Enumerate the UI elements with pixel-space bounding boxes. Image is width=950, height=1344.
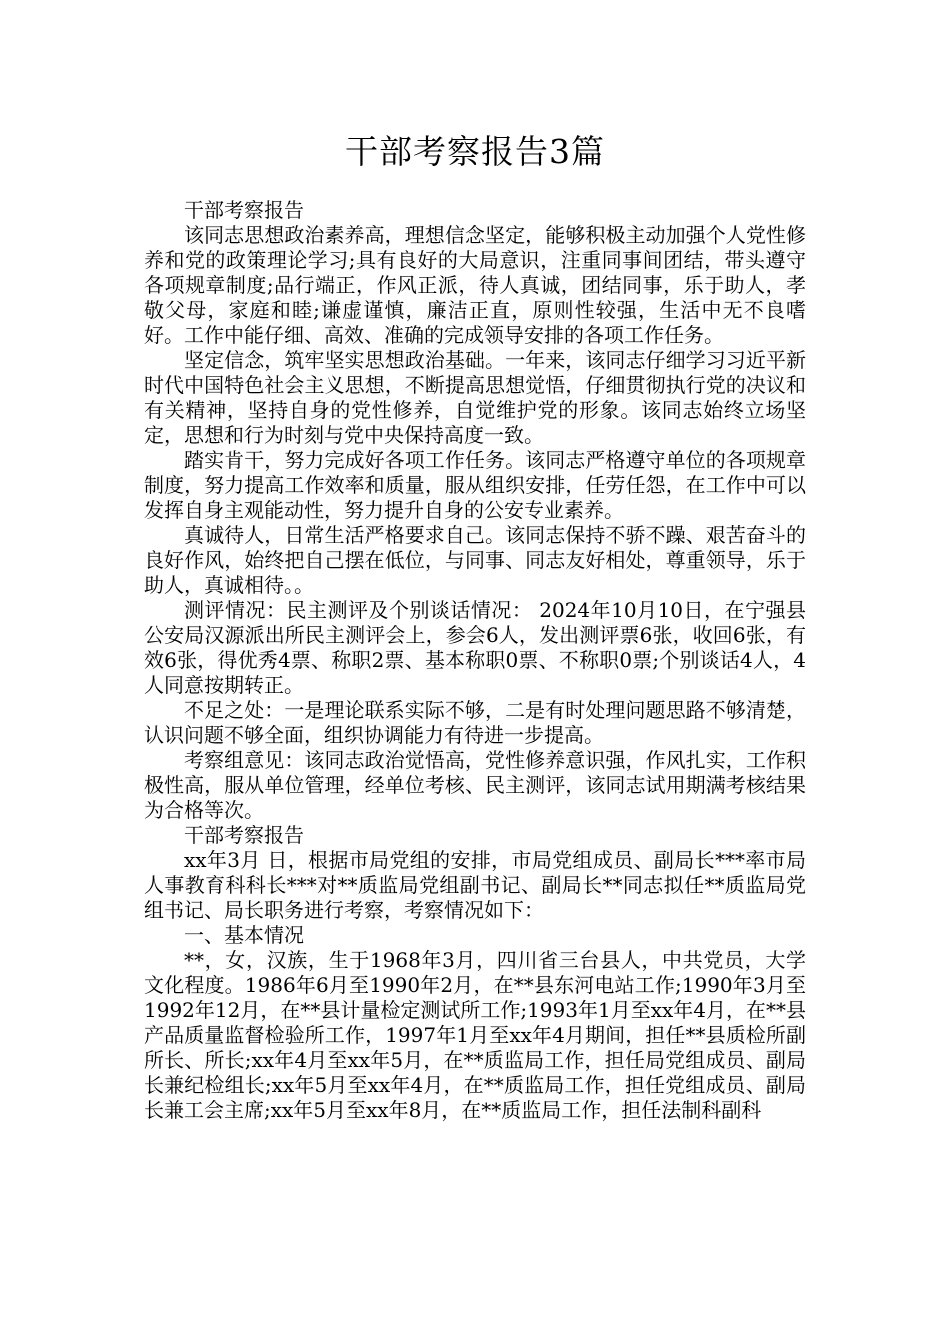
paragraph: 踏实肯干，努力完成好各项工作任务。该同志严格遵守单位的各项规章制度，努力提高工作效率和质量，服从组织安排，任劳任怨，在工作中可以发挥自身主观能动性，努力提升自身的公安专业素养。 <box>144 448 806 522</box>
paragraph: 不足之处：一是理论联系实际不够，二是有时处理问题思路不够清楚，认识问题不够全面，组织协调能力有待进一步提高。 <box>144 698 806 747</box>
document-title: 干部考察报告3篇 <box>345 132 605 171</box>
subsection-heading: 一、基本情况 <box>184 923 304 947</box>
paragraph: 真诚待人，日常生活严格要求自己。该同志保持不骄不躁、艰苦奋斗的良好作风，始终把自己摆在低位，与同事、同志友好相处，尊重领导，乐于助人，真诚相待。。 <box>144 523 806 597</box>
paragraph: 考察组意见：该同志政治觉悟高，党性修养意识强，作风扎实，工作积极性高，服从单位管理，经单位考核、民主测评，该同志试用期满考核结果为合格等次。 <box>144 748 806 822</box>
paragraph: 坚定信念，筑牢坚实思想政治基础。一年来，该同志仔细学习习近平新时代中国特色社会主义思想，不断提高思想觉悟，仔细贯彻执行党的决议和有关精神，坚持自身的党性修养，自觉维护党的形象。该同志始终立场坚定，思想和行为时刻与党中央保持高度一致。 <box>144 348 806 447</box>
paragraph: 测评情况：民主测评及个别谈话情况： 2024年10月10日，在宁强县公安局汉源派出所民主测评会上，参会6人，发出测评票6张，收回6张，有效6张，得优秀4票、称职2票、基本称职0票、不称职0票;个别谈话4人，4人同意按期转正。 <box>144 598 806 697</box>
section-heading: 干部考察报告 <box>184 823 304 847</box>
section-heading: 干部考察报告 <box>184 198 304 222</box>
paragraph: 该同志思想政治素养高，理想信念坚定，能够积极主动加强个人党性修养和党的政策理论学习;具有良好的大局意识，注重同事间团结，带头遵守各项规章制度;品行端正，作风正派，待人真诚，团结同事，乐于助人，孝敬父母，家庭和睦;谦虚谨慎，廉洁正直，原则性较强，生活中无不良嗜好。工作中能仔细、高效、准确的完成领导安排的各项工作任务。 <box>144 223 806 347</box>
document-page <box>144 130 806 1123</box>
paragraph: **，女，汉族，生于1968年3月，四川省三台县人，中共党员，大学文化程度。1986年6月至1990年2月，在**县东河电站工作;1990年3月至1992年12月，在**县计量检定测试所工作;1993年1月至xx年4月，在**县产品质量监督检验所工作，1997年1月至xx年4月期间，担任**县质检所副所长、所长;xx年4月至xx年5月，在**质监局工作，担任局党组成员、副局长兼纪检组长;xx年5月至xx年4月，在**质监局工作，担任党组成员、副局长兼工会主席;xx年5月至xx年8月，在**质监局工作，担任法制科副科 <box>144 948 806 1122</box>
paragraph: xx年3月 日，根据市局党组的安排，市局党组成员、副局长***率市局人事教育科科长***对**质监局党组副书记、副局长**同志拟任**质监局党组书记、局长职务进行考察，考察情况如下： <box>144 848 806 922</box>
